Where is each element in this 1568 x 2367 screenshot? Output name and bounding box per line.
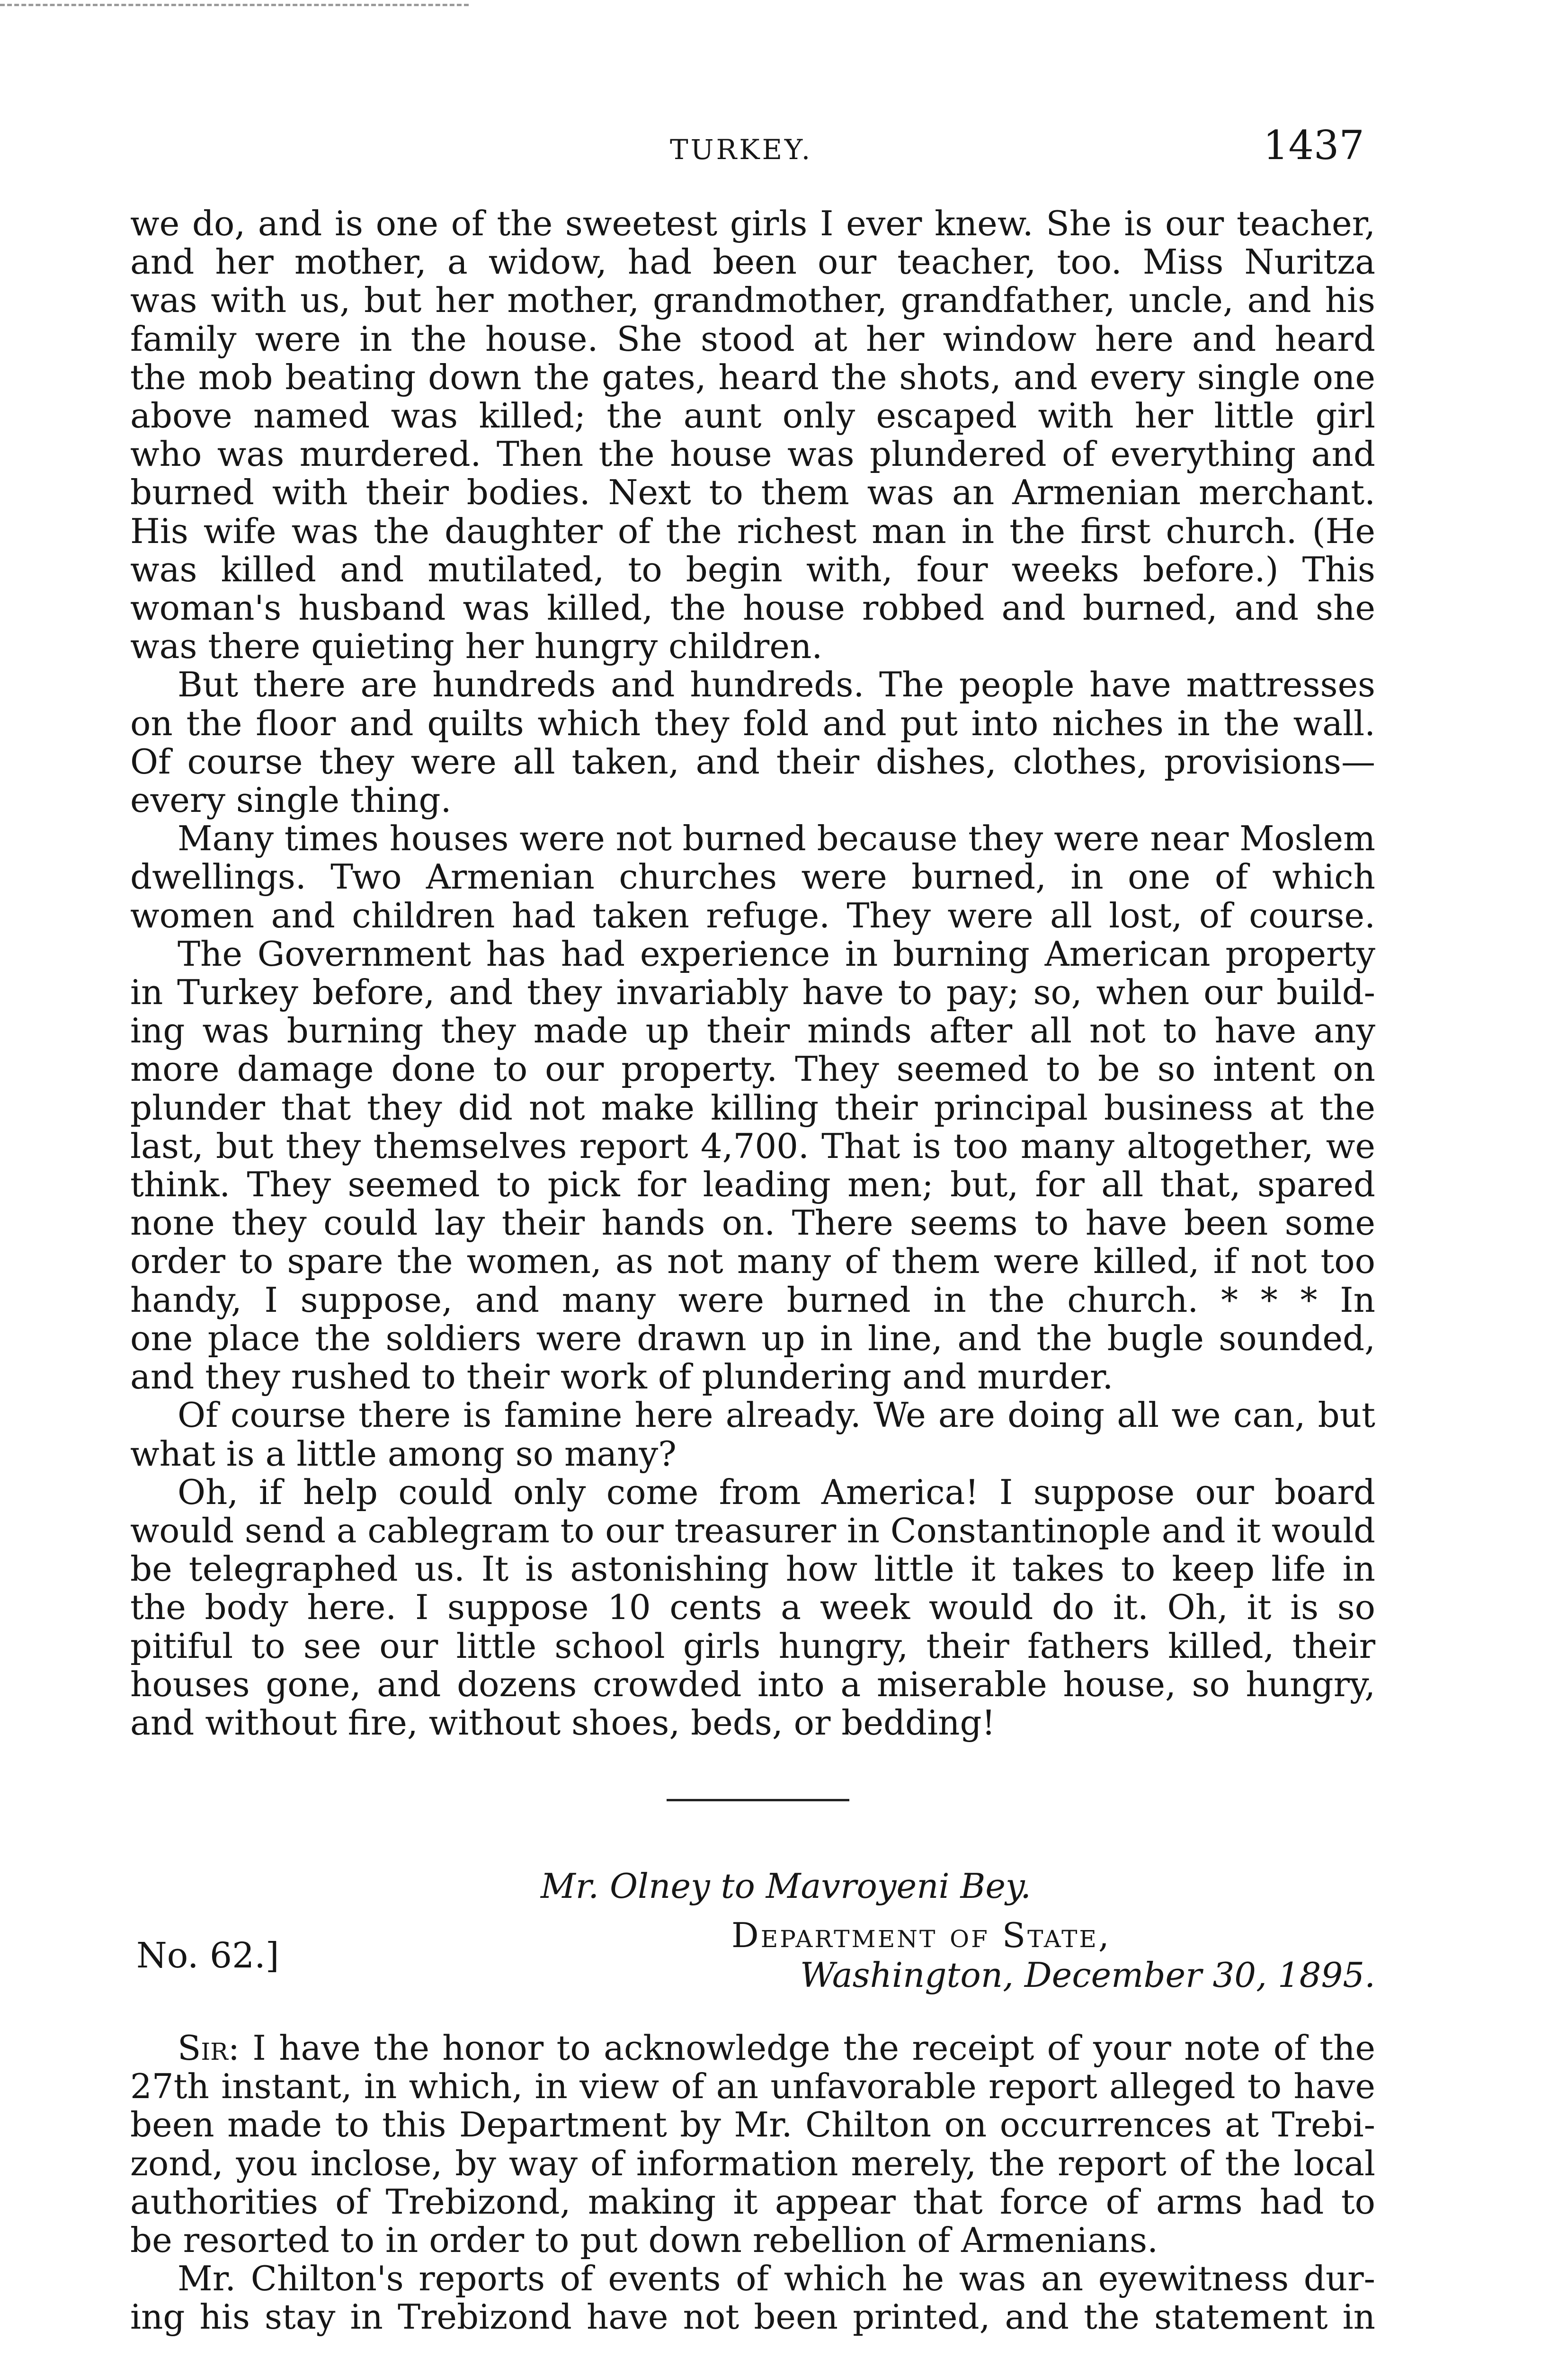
page-number: 1437 [1263, 122, 1364, 169]
text-line: and without fire, without shoes, beds, or bedding! [130, 1702, 996, 1743]
salutation: Sir [178, 2028, 228, 2068]
text-line: would send a cablegram to our treasurer in Constantinople and it would [130, 1511, 1375, 1550]
text-line: ing his stay in Trebizond have not been printed, and the statement in [130, 2297, 1375, 2337]
text-line: family were in the house. She stood at her window here and heard [130, 319, 1375, 359]
text-line: Of course there is famine here already. We are doing all we can, but [178, 1395, 1375, 1435]
text-line: the body here. I suppose 10 cents a week would do it. Oh, it is so [130, 1587, 1375, 1628]
text-line: But there are hundreds and hundreds. The people have mattresses [178, 665, 1375, 705]
text-line: and they rushed to their work of plundering and murder. [130, 1357, 1114, 1397]
text-line: plunder that they did not make killing their principal business at the [130, 1087, 1375, 1128]
text-line: was there quieting her hungry children. [130, 626, 823, 667]
text-line: Many times houses were not burned because they were near Moslem [178, 819, 1375, 859]
text-line: in Turkey before, and they invariably have to pay; so, when our build- [130, 972, 1375, 1013]
text-line: zond, you inclose, by way of information merely, the report of the local [130, 2143, 1375, 2183]
letter-body-continued [130, 205, 1375, 1742]
text-line: and her mother, a widow, had been our teacher, too. Miss Nuritza [130, 242, 1375, 282]
text-line: Of course they were all taken, and their dishes, clothes, provisions— [130, 741, 1375, 782]
text-line: who was murdered. Then the house was plundered of everything and [130, 434, 1375, 474]
text-line: The Government has had experience in burning American property [178, 934, 1375, 974]
text-line: none they could lay their hands on. There seems to have been some [130, 1203, 1375, 1243]
text-line: order to spare the women, as not many of them were killed, if not too [130, 1241, 1375, 1281]
place-and-date: Washington, December 30, 1895. [800, 1955, 1375, 1995]
department-heading: Department of State, [731, 1915, 1111, 1955]
text-line: what is a little among so many? [130, 1433, 677, 1474]
text-line: houses gone, and dozens crowded into a miserable house, so hungry, [130, 1664, 1375, 1704]
text-line: be telegraphed us. It is astonishing how little it takes to keep life in [130, 1549, 1375, 1589]
text-line: was with us, but her mother, grandmother, grandfather, uncle, and his [130, 280, 1375, 320]
document-number: No. 62.] [136, 1935, 279, 1976]
text-line: last, but they themselves report 4,700. That is too many altogether, we [130, 1126, 1375, 1166]
letter-title: Mr. Olney to Mavroyeni Bey. [541, 1866, 1031, 1906]
text-line: 27th instant, in which, in view of an unfavorable report alleged to have [130, 2066, 1375, 2107]
text-line [130, 2029, 1375, 2067]
text-line: one place the soldiers were drawn up in line, and the bugle sounded, [130, 1318, 1375, 1358]
text-line: pitiful to see our little school girls hungry, their fathers killed, their [130, 1626, 1375, 1666]
text-line: dwellings. Two Armenian churches were burned, in one of which [130, 857, 1375, 897]
text-line-rest: : I have the honor to acknowledge the receipt of your note of the [228, 2028, 1375, 2068]
top-edge-rule [0, 4, 469, 6]
text-line: been made to this Department by Mr. Chilton on occurrences at Trebi- [130, 2105, 1375, 2145]
text-line: Mr. Chilton's reports of events of which he was an eyewitness dur- [178, 2259, 1375, 2299]
text-line: think. They seemed to pick for leading men; but, for all that, spared [130, 1165, 1375, 1205]
text-line: above named was killed; the aunt only escaped with her little girl [130, 396, 1375, 436]
text-line: be resorted to in order to put down rebellion of Armenians. [130, 2220, 1158, 2260]
text-line: authorities of Trebizond, making it appear that force of arms had to [130, 2181, 1375, 2222]
running-head: TURKEY. [670, 133, 813, 166]
text-line: His wife was the daughter of the richest man in the first church. (He [130, 511, 1375, 551]
text-line: on the floor and quilts which they fold and put into niches in the wall. [130, 703, 1375, 743]
text-line: every single thing. [130, 780, 452, 820]
text-line: ing was burning they made up their minds after all not to have any [130, 1011, 1375, 1051]
letter-body-new [130, 2029, 1375, 2337]
text-line: was killed and mutilated, to begin with, four weeks before.) This [130, 549, 1375, 589]
section-divider [667, 1799, 849, 1801]
text-line: woman's husband was killed, the house robbed and burned, and she [130, 588, 1375, 628]
text-line: Oh, if help could only come from America! I suppose our board [178, 1472, 1375, 1512]
text-line: the mob beating down the gates, heard the shots, and every single one [130, 357, 1375, 397]
text-line: more damage done to our property. They seemed to be so intent on [130, 1049, 1375, 1089]
text-line: handy, I suppose, and many were burned in the church. * * * In [130, 1280, 1375, 1320]
text-line: burned with their bodies. Next to them was an Armenian merchant. [130, 472, 1375, 513]
text-line: women and children had taken refuge. They were all lost, of course. [130, 895, 1375, 935]
text-line: we do, and is one of the sweetest girls I ever knew. She is our teacher, [130, 204, 1375, 243]
